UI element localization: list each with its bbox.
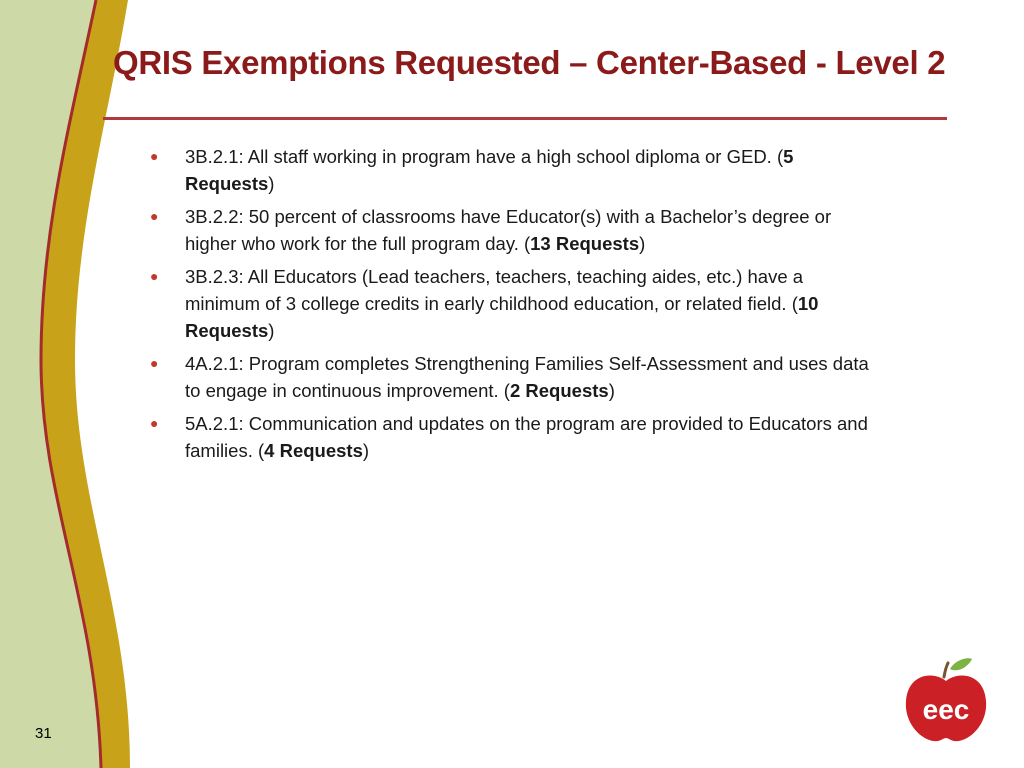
bullet-item: [150, 263, 880, 344]
bullet-text: 3B.2.3: All Educators (Lead teachers, teachers, teaching aides, etc.) have a minimum of 3 college credits in early childhood education, or related field. (10 Requests): [185, 266, 819, 341]
bullet-text: 3B.2.2: 50 percent of classrooms have Educator(s) with a Bachelor’s degree or higher who work for the full program day. (13 Requests): [185, 206, 832, 254]
bullet-text: 4A.2.1: Program completes Strengthening Families Self-Assessment and uses data to engage in continuous improvement. (2 Requests): [185, 353, 869, 401]
logo-leaf-icon: [950, 658, 972, 670]
bullet-item: [150, 143, 880, 197]
bullet-dot-icon: ●: [150, 268, 159, 284]
bullet-item: [150, 203, 880, 257]
bullet-dot-icon: ●: [150, 208, 159, 224]
bullet-text: 5A.2.1: Communication and updates on the program are provided to Educators and families. (4 Requests): [185, 413, 868, 461]
bullet-item: [150, 410, 880, 464]
request-count: 2 Requests: [509, 380, 609, 401]
title-divider: [103, 117, 947, 120]
logo-text: eec: [922, 694, 970, 725]
bullet-list: [150, 143, 880, 470]
logo-stem-icon: [944, 663, 948, 677]
bullet-text: 3B.2.1: All staff working in program have a high school diploma or GED. (5 Requests): [185, 146, 794, 194]
request-count: 5 Requests: [185, 146, 794, 194]
bullet-dot-icon: ●: [150, 415, 159, 431]
slide-title: QRIS Exemptions Requested – Center-Based - Level 2: [113, 44, 946, 81]
bullet-dot-icon: ●: [150, 355, 159, 371]
page-number: 31: [35, 725, 52, 742]
side-wave-decoration: [0, 0, 140, 768]
request-count: 10 Requests: [185, 293, 819, 341]
eec-apple-logo: [900, 655, 992, 747]
request-count: 4 Requests: [264, 440, 363, 461]
bullet-item: [150, 350, 880, 404]
bullet-dot-icon: ●: [150, 148, 159, 164]
request-count: 13 Requests: [530, 233, 640, 254]
